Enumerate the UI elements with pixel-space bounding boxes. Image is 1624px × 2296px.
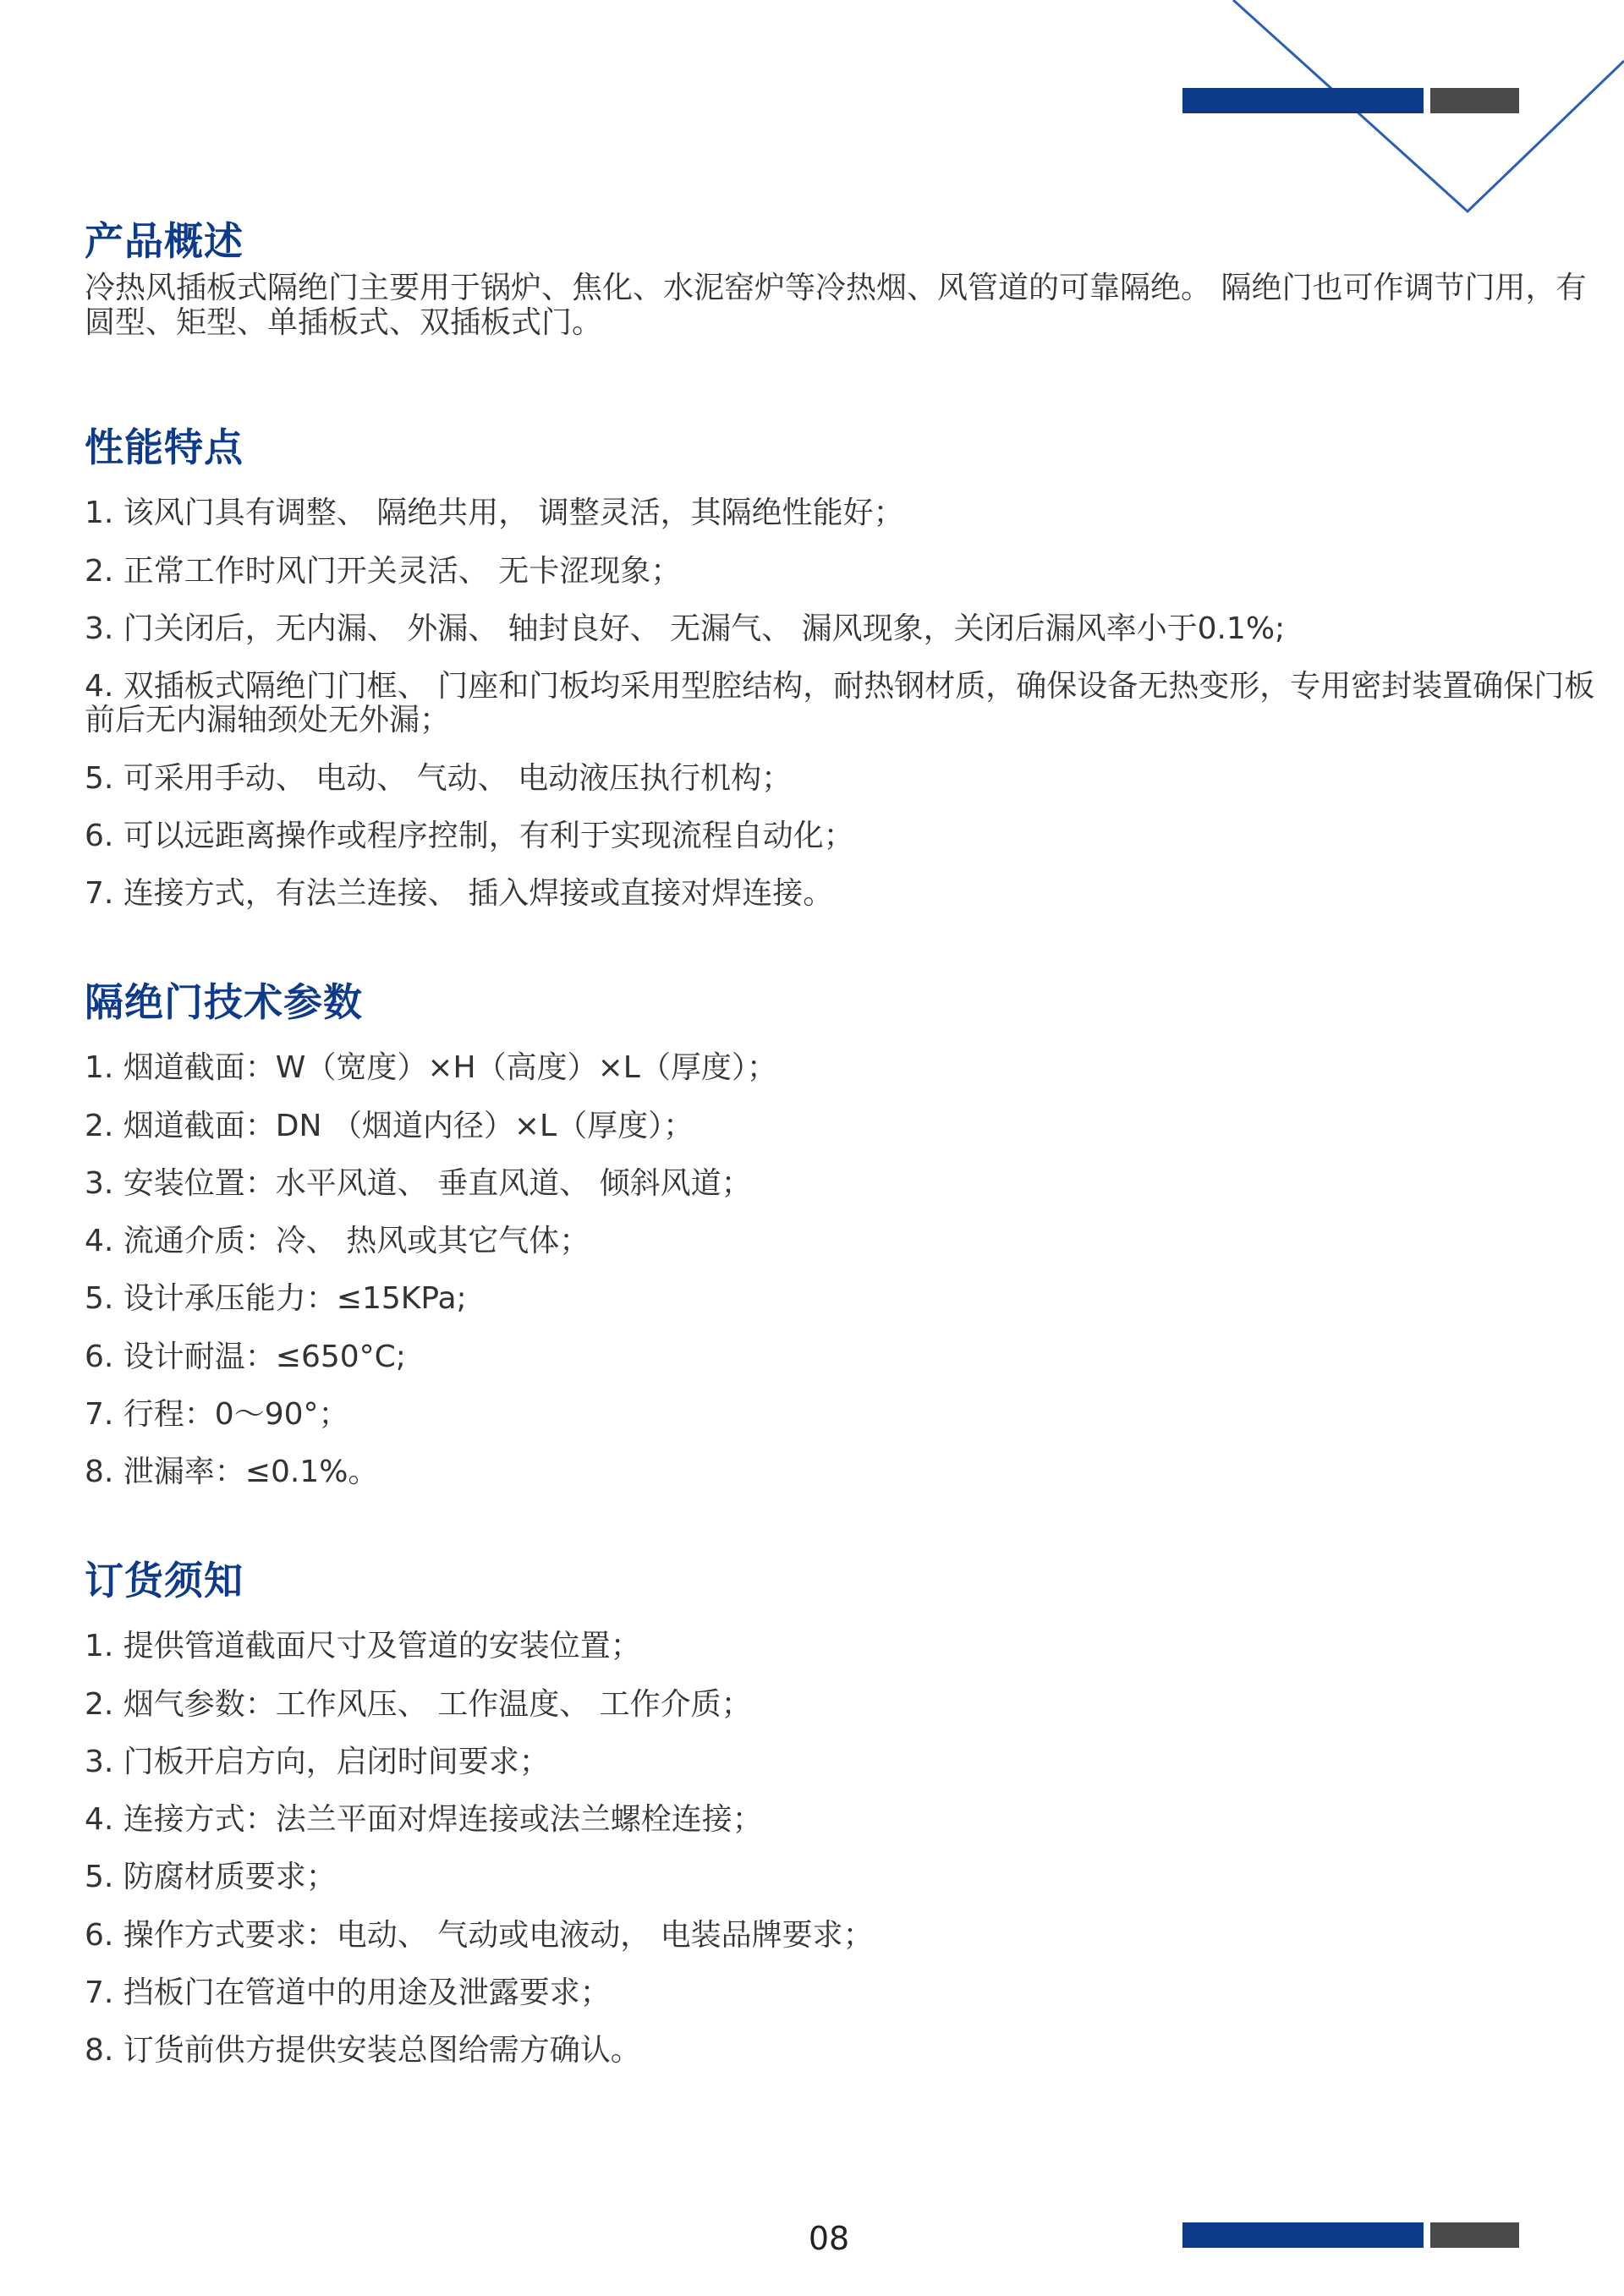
features-section <box>85 425 1607 912</box>
list-item: 6. 操作方式要求：电动、 气动或电液动， 电装品牌要求； <box>85 1917 874 1953</box>
footer-bar-gray <box>1430 2222 1519 2248</box>
ordering-section <box>85 1558 1607 2069</box>
list-item: 2. 烟气参数：工作风压、 工作温度、 工作介质； <box>85 1686 752 1722</box>
features-title: 性能特点 <box>85 425 244 470</box>
list-item: 5. 可采用手动、 电动、 气动、 电动液压执行机构； <box>85 760 793 796</box>
list-item: 5. 设计承压能力：≤15KPa; <box>85 1281 467 1317</box>
list-item: 3. 门板开启方向，启闭时间要求； <box>85 1744 550 1779</box>
list-item: 1. 烟道截面：W（宽度）×H（高度）×L（厚度）； <box>85 1050 777 1086</box>
list-item: 6. 可以远距离操作或程序控制，有利于实现流程自动化； <box>85 819 854 854</box>
list-item: 5. 防腐材质要求； <box>85 1860 337 1895</box>
params-section <box>85 979 1607 1490</box>
list-item: 2. 正常工作时风门开关灵活、 无卡涩现象； <box>85 553 682 589</box>
overview-section <box>85 218 1607 340</box>
params-title: 隔绝门技术参数 <box>85 979 363 1025</box>
list-item: 7. 连接方式，有法兰连接、 插入焊接或直接对焊连接。 <box>85 876 834 912</box>
features-list <box>85 496 1607 912</box>
list-item: 8. 订货前供方提供安装总图给需方确认。 <box>85 2033 641 2069</box>
list-item: 1. 该风门具有调整、 隔绝共用， 调整灵活，其隔绝性能好； <box>85 496 904 531</box>
list-item: 8. 泄漏率：≤0.1%。 <box>85 1455 379 1490</box>
list-item: 2. 烟道截面：DN （烟道内径）×L（厚度）； <box>85 1108 694 1143</box>
list-item: 7. 行程：0～90°； <box>85 1397 349 1433</box>
list-item: 3. 安装位置：水平风道、 垂直风道、 倾斜风道； <box>85 1165 752 1201</box>
overview-text: 冷热风插板式隔绝门主要用于锅炉、焦化、水泥窑炉等冷热烟、风管道的可靠隔绝。 隔绝门也可作调节门用，有圆型、矩型、单插板式、双插板式门。 <box>85 271 1587 340</box>
list-item: 3. 门关闭后，无内漏、 外漏、 轴封良好、 无漏气、 漏风现象，关闭后漏风率小于0.1%; <box>85 611 1286 646</box>
list-item: 6. 设计耐温：≤650°C; <box>85 1339 406 1374</box>
overview-title: 产品概述 <box>85 218 244 264</box>
params-list <box>85 1051 1607 1490</box>
list-item: 4. 流通介质：冷、 热风或其它气体； <box>85 1224 590 1259</box>
ordering-list <box>85 1630 1607 2069</box>
header-bar-gray <box>1430 88 1519 113</box>
page-number: 08 <box>808 2220 850 2257</box>
list-item: 4. 双插板式隔绝门门框、 门座和门板均采用型腔结构，耐热钢材质，确保设备无热变形，专用密封装置确保门板前后无内漏轴颈处无外漏； <box>85 669 1595 738</box>
list-item: 1. 提供管道截面尺寸及管道的安装位置； <box>85 1629 641 1664</box>
header-bar-blue <box>1182 88 1424 113</box>
list-item: 4. 连接方式：法兰平面对焊连接或法兰螺栓连接； <box>85 1802 763 1838</box>
ordering-title: 订货须知 <box>85 1558 244 1603</box>
list-item: 7. 挡板门在管道中的用途及泄露要求； <box>85 1975 611 2011</box>
footer-bar-blue <box>1182 2222 1424 2248</box>
